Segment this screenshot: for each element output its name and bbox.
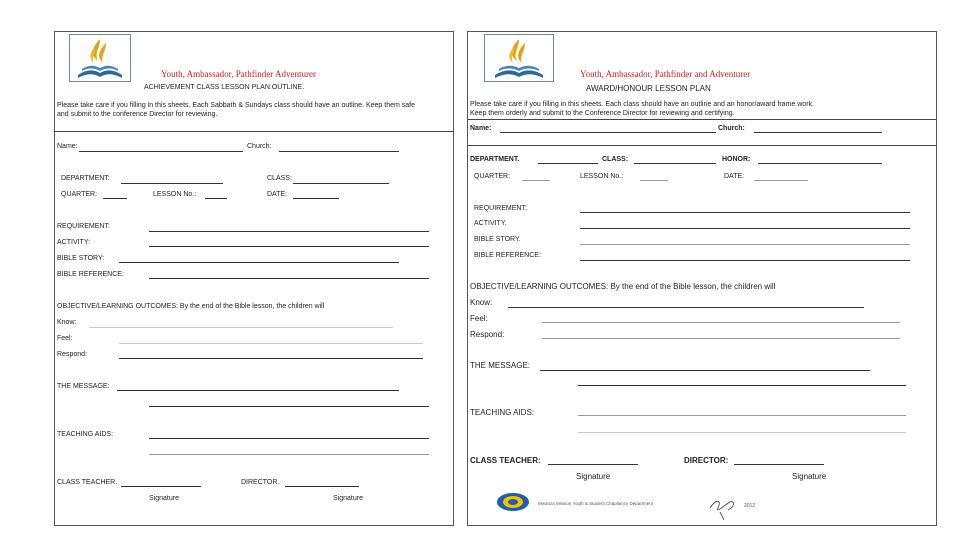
quarter-label: QUARTER:: [474, 173, 511, 180]
divider: [55, 131, 453, 132]
bible-reference-field[interactable]: [149, 278, 429, 279]
department-label: DEPARTMENT.: [470, 156, 520, 163]
message-field-1[interactable]: [117, 390, 399, 391]
director-field[interactable]: [285, 486, 359, 487]
name-label: Name:: [57, 143, 78, 150]
message-field-2[interactable]: [578, 385, 906, 386]
feel-field[interactable]: [119, 343, 423, 344]
know-field[interactable]: [508, 307, 864, 308]
signature-caption: Signature: [792, 472, 827, 481]
signature-caption: Signature: [333, 495, 363, 502]
instructions-line-2: Keep them orderly and submit to the Conference Director for reviewing and certifying.: [470, 110, 735, 117]
teaching-aids-field-2[interactable]: [578, 432, 906, 433]
activity-label: ACTIVITY:: [57, 239, 91, 246]
date-label: DATE:: [724, 173, 745, 180]
bible-story-label: BIBLE STORY.: [474, 236, 521, 243]
date-label: DATE:: [267, 191, 288, 198]
know-field[interactable]: [89, 327, 393, 328]
director-label: DIRECTOR.: [241, 479, 280, 486]
know-label: Know:: [57, 319, 77, 326]
award-honour-lesson-plan-form: [467, 31, 937, 526]
respond-field[interactable]: [542, 338, 900, 339]
quarter-field[interactable]: [522, 180, 550, 181]
requirement-field[interactable]: [580, 212, 910, 213]
bible-story-field[interactable]: [119, 262, 399, 263]
respond-field[interactable]: [119, 358, 423, 359]
message-label: THE MESSAGE:: [57, 383, 110, 390]
requirement-label: REQUIREMENT:: [474, 205, 527, 212]
message-label: THE MESSAGE:: [470, 361, 531, 370]
name-label: Name:: [470, 125, 492, 132]
bible-story-label: BIBLE STORY:: [57, 255, 105, 262]
achievement-lesson-plan-form: [54, 31, 454, 526]
signature-caption: Signature: [149, 495, 179, 502]
instructions-line-1: Please take care if you filling in this sheets. Each Sabbath & Sundays class should have an outline. Keep them safe: [57, 102, 415, 109]
department-label: DEPARTMENT:: [61, 175, 110, 182]
activity-field[interactable]: [580, 228, 910, 229]
director-label: DIRECTOR:: [684, 456, 729, 465]
quarter-label: QUARTER:: [61, 191, 98, 198]
form-title: ACHIEVEMENT CLASS LESSON PLAN OUTLINE.: [144, 84, 305, 91]
message-field-1[interactable]: [540, 370, 870, 371]
teaching-aids-field-1[interactable]: [149, 438, 429, 439]
department-emblem-icon: [496, 492, 530, 512]
requirement-label: REQUIREMENT:: [57, 223, 110, 230]
respond-label: Respond:: [470, 330, 505, 339]
requirement-field[interactable]: [149, 231, 429, 232]
feel-label: Feel:: [57, 335, 73, 342]
church-label: Church:: [718, 125, 745, 132]
teaching-aids-field-2[interactable]: [149, 454, 429, 455]
bible-reference-label: BIBLE REFERENCE:: [474, 252, 541, 259]
divider: [468, 119, 936, 120]
instructions-line-1: Please take care if you filling in this sheets. Each class should have an outline and an honor/award frame work.: [470, 101, 814, 108]
respond-label: Respond:: [57, 351, 87, 358]
department-field[interactable]: [121, 183, 223, 184]
church-field[interactable]: [754, 132, 882, 133]
bible-reference-label: BIBLE REFERENCE:: [57, 271, 124, 278]
class-field[interactable]: [634, 163, 716, 164]
name-field[interactable]: [79, 151, 243, 152]
honor-label: HONOR:: [722, 156, 751, 163]
teaching-aids-label: TEACHING AIDS:: [470, 408, 535, 417]
quarter-field[interactable]: [103, 198, 127, 199]
lesson-no-label: LESSON No.:: [580, 173, 624, 180]
signature-caption: Signature: [576, 472, 611, 481]
date-field[interactable]: [293, 198, 339, 199]
organization-line: Youth, Ambassador, Pathfinder Adventurer: [161, 69, 316, 79]
form-title: AWARD/HONOUR LESSON PLAN: [586, 84, 711, 93]
objective-label: OBJECTIVE/LEARNING OUTCOMES: By the end of the Bible lesson, the children will: [57, 303, 325, 310]
class-field[interactable]: [293, 183, 389, 184]
divider: [468, 145, 936, 146]
instructions-line-2: and submit to the conference Director for reviewing.: [57, 111, 218, 118]
activity-field[interactable]: [149, 246, 429, 247]
sda-logo-icon: [69, 34, 131, 82]
footer-year: 2012: [744, 503, 756, 509]
know-label: Know:: [470, 298, 493, 307]
bible-reference-field[interactable]: [580, 260, 910, 261]
class-teacher-label: CLASS TEACHER.: [57, 479, 118, 486]
feel-label: Feel:: [470, 314, 488, 323]
honor-field[interactable]: [758, 163, 882, 164]
teaching-aids-label: TEACHING AIDS:: [57, 431, 114, 438]
bible-story-field[interactable]: [580, 244, 910, 245]
name-field[interactable]: [500, 132, 716, 133]
lesson-no-label: LESSON No.:: [153, 191, 197, 198]
handwritten-signature-icon: [706, 496, 740, 522]
department-field[interactable]: [538, 163, 598, 164]
activity-label: ACTIVITY.: [474, 220, 507, 227]
class-teacher-label: CLASS TEACHER:: [470, 456, 541, 465]
class-label: CLASS:: [602, 156, 629, 163]
class-teacher-field[interactable]: [121, 486, 201, 487]
teaching-aids-field-1[interactable]: [578, 415, 906, 416]
organization-line: Youth, Ambassador, Pathfinder and Adventurer: [580, 69, 751, 79]
date-field[interactable]: [754, 180, 808, 181]
class-teacher-field[interactable]: [548, 464, 638, 465]
objective-label: OBJECTIVE/LEARNING OUTCOMES: By the end of the Bible lesson, the children will: [470, 282, 776, 291]
message-field-2[interactable]: [149, 406, 429, 407]
class-label: CLASS:: [267, 175, 292, 182]
feel-field[interactable]: [542, 322, 900, 323]
director-field[interactable]: [734, 464, 824, 465]
lesson-no-field[interactable]: [205, 198, 227, 199]
sda-logo-icon: [484, 34, 554, 82]
church-field[interactable]: [279, 151, 399, 152]
department-footer-text: Mwanza Mission Youth & Student Chaplaincy Department: [538, 501, 654, 506]
lesson-no-field[interactable]: [640, 180, 668, 181]
church-label: Church:: [247, 143, 272, 150]
